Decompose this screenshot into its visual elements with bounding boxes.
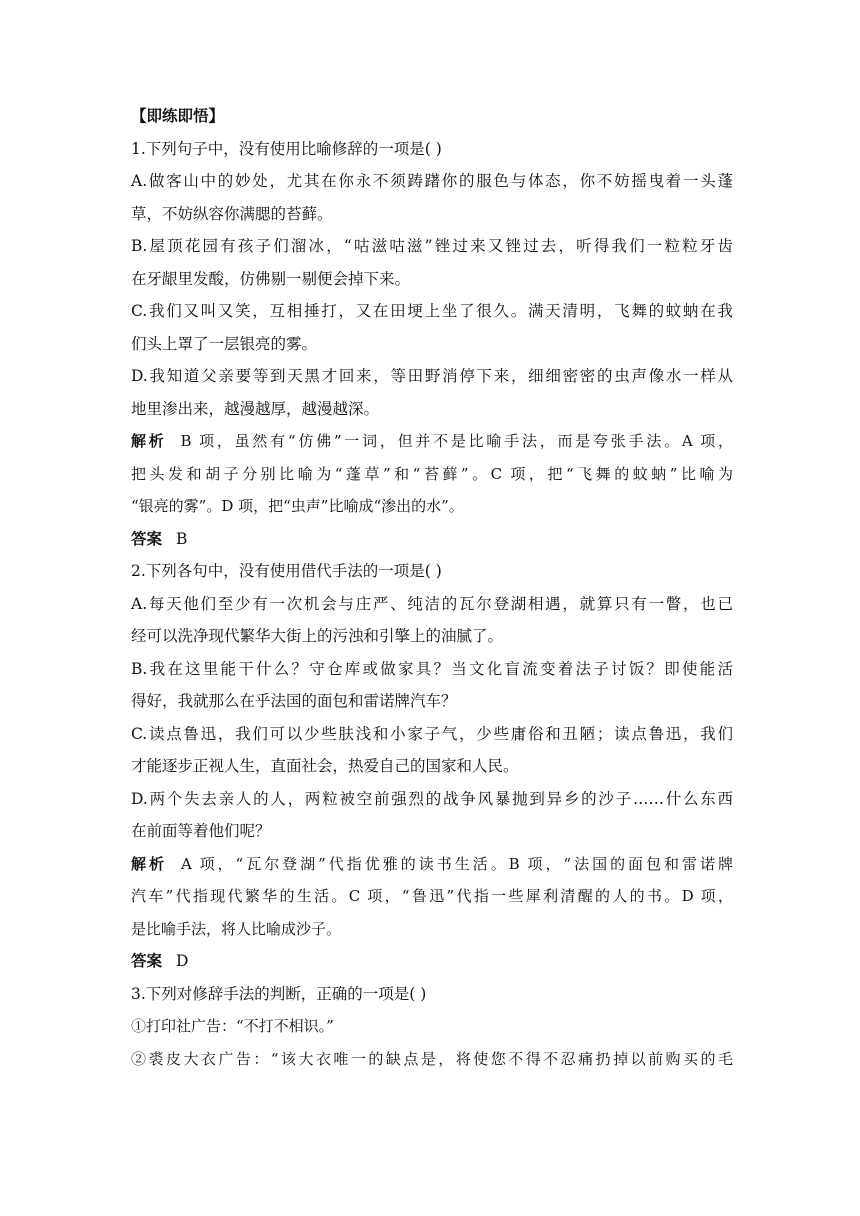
option-line: C.读点鲁迅，我们可以少些肤浅和小家子气，少些庸俗和丑陋；读点鲁迅，我们: [131, 724, 733, 743]
answer-value: D: [176, 952, 189, 970]
analysis-line: “银亮的雾”。D 项，把“虫声”比喻成“渗出的水”。: [131, 497, 464, 515]
analysis-line: 把头发和胡子分别比喻为“蓬草”和“苔藓”。C 项，把“飞舞的蚊蚋”比喻为: [131, 464, 733, 483]
option-line: A.做客山中的妙处，尤其在你永不须踌躇你的服色与体态，你不妨摇曳着一头蓬: [131, 172, 733, 190]
analysis-line: 汽车”代指现代繁华的生活。C 项，“鲁迅”代指一些犀利清醒的人的书。D 项，: [131, 887, 733, 905]
option-line: D.两个失去亲人的人，两粒被空前强烈的战争风暴抛到异乡的沙子……什么东西: [131, 789, 733, 808]
option-line: 得好，我就那么在乎法国的面包和雷诺牌汽车？: [131, 692, 457, 710]
option-line: 草，不妨纵容你满腮的苔藓。: [131, 204, 333, 223]
analysis-label: 解析: [131, 854, 167, 873]
option-line: 经可以洗净现代繁华大街上的污浊和引擎上的油腻了。: [131, 627, 504, 645]
exercise-content: [131, 100, 733, 1075]
answer-label: 答案: [131, 951, 163, 970]
section-title: 【即练即悟】: [131, 106, 225, 125]
option-line: 地里渗出来，越漫越厚，越漫越深。: [131, 399, 380, 418]
option-line: B.屋顶花园有孩子们溜冰，“咕滋咕滋”锉过来又锉过去，听得我们一粒粒牙齿: [131, 237, 733, 255]
answer-label: 答案: [131, 528, 163, 548]
option-line: A.每天他们至少有一次机会与庄严、纯洁的瓦尔登湖相遇，就算只有一瞥，也已: [131, 594, 733, 613]
option-line: B.我在这里能干什么？守仓库或做家具？当文化盲流变着法子讨饭？即使能活: [131, 659, 733, 678]
analysis-line: [131, 425, 733, 458]
analysis-text: A 项，“瓦尔登湖”代指优雅的读书生活。B 项，“法国的面包和雷诺牌: [180, 854, 733, 873]
analysis-label: 解析: [131, 432, 167, 450]
option-line: D.我知道父亲要等到天黑才回来，等田野消停下来，细细密密的虫声像水一样从: [131, 367, 733, 385]
answer-value: B: [176, 529, 188, 548]
analysis-line: 是比喻手法，将人比喻成沙子。: [131, 919, 342, 938]
answer-line: [131, 523, 733, 556]
question-stem: 1.下列句子中，没有使用比喻修辞的一项是( ): [131, 139, 442, 158]
analysis-line: [131, 848, 733, 881]
answer-line: [131, 945, 733, 978]
option-line: 才能逐步正视人生，直面社会，热爱自己的国家和人民。: [131, 757, 519, 775]
question-stem: 3.下列对修辞手法的判断，正确的一项是( ): [131, 984, 427, 1003]
option-line: C.我们又叫又笑，互相捶打，又在田埂上坐了很久。满天清明，飞舞的蚊蚋在我: [131, 302, 733, 320]
option-line: 在牙龈里发酸，仿佛剔一剔便会掉下来。: [131, 269, 411, 288]
option-line: 在前面等着他们呢？: [131, 822, 271, 840]
option-line: ①打印社广告：“不打不相识。”: [131, 1017, 334, 1035]
analysis-text: B 项，虽然有“仿佛”一词，但并不是比喻手法，而是夸张手法。A 项，: [180, 432, 733, 450]
question-stem: 2.下列各句中，没有使用借代手法的一项是( ): [131, 562, 442, 580]
option-line: 们头上罩了一层银亮的雾。: [131, 334, 318, 353]
option-line: ②裘皮大衣广告：“该大衣唯一的缺点是，将使您不得不忍痛扔掉以前购买的毛: [131, 1049, 733, 1068]
